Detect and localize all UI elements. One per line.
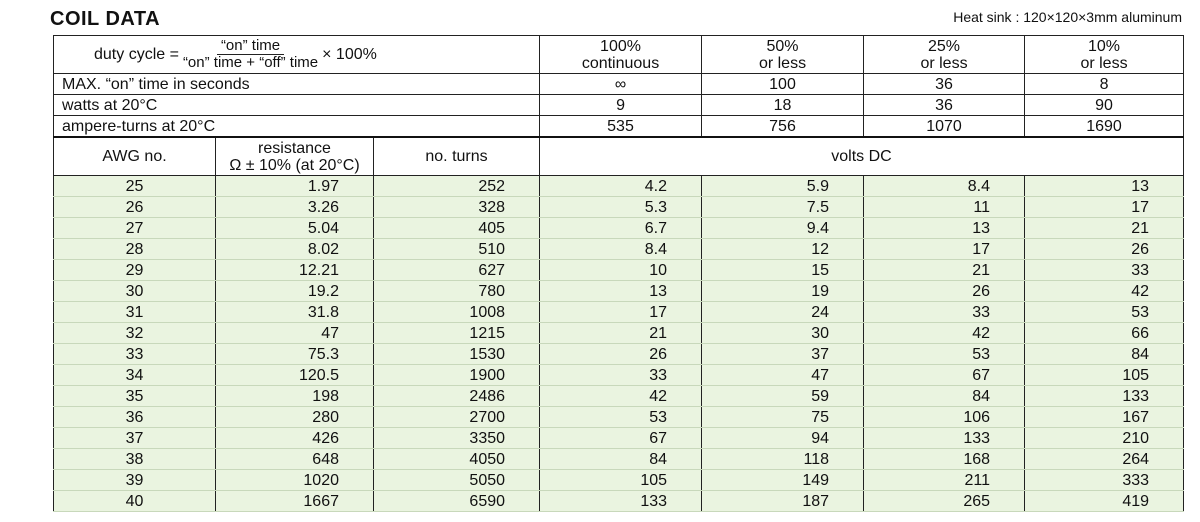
summary-value: 1690 bbox=[1025, 116, 1184, 138]
table-row bbox=[54, 365, 1184, 386]
turns-cell: 1008 bbox=[374, 302, 540, 323]
duty-cycle-row bbox=[54, 36, 1184, 74]
summary-label: ampere-turns at 20°C bbox=[54, 116, 540, 138]
resistance-cell: 75.3 bbox=[216, 344, 374, 365]
resistance-cell: 31.8 bbox=[216, 302, 374, 323]
table-row bbox=[54, 470, 1184, 491]
volts-cell: 6.7 bbox=[540, 218, 702, 239]
duty-column-header: 10% or less bbox=[1025, 36, 1184, 74]
volts-cell: 187 bbox=[702, 491, 864, 512]
awg-cell: 35 bbox=[54, 386, 216, 407]
summary-value: 90 bbox=[1025, 95, 1184, 116]
resistance-cell: 1.97 bbox=[216, 176, 374, 197]
coil-data-rows bbox=[54, 176, 1184, 512]
volts-cell: 53 bbox=[540, 407, 702, 428]
turns-cell: 627 bbox=[374, 260, 540, 281]
turns-cell: 1530 bbox=[374, 344, 540, 365]
volts-cell: 12 bbox=[702, 239, 864, 260]
summary-row-watts bbox=[54, 95, 1184, 116]
awg-cell: 31 bbox=[54, 302, 216, 323]
resistance-cell: 120.5 bbox=[216, 365, 374, 386]
volts-cell: 8.4 bbox=[864, 176, 1025, 197]
volts-cell: 13 bbox=[864, 218, 1025, 239]
turns-cell: 2700 bbox=[374, 407, 540, 428]
volts-cell: 5.3 bbox=[540, 197, 702, 218]
summary-value: ∞ bbox=[540, 74, 702, 95]
volts-cell: 42 bbox=[864, 323, 1025, 344]
awg-cell: 27 bbox=[54, 218, 216, 239]
volts-cell: 210 bbox=[1025, 428, 1184, 449]
volts-cell: 168 bbox=[864, 449, 1025, 470]
table-row bbox=[54, 449, 1184, 470]
volts-cell: 21 bbox=[864, 260, 1025, 281]
awg-cell: 29 bbox=[54, 260, 216, 281]
volts-dc-header: volts DC bbox=[540, 137, 1184, 176]
turns-cell: 510 bbox=[374, 239, 540, 260]
coil-data-table bbox=[53, 35, 1184, 512]
volts-cell: 106 bbox=[864, 407, 1025, 428]
volts-cell: 21 bbox=[540, 323, 702, 344]
summary-value: 36 bbox=[864, 74, 1025, 95]
summary-value: 18 bbox=[702, 95, 864, 116]
awg-cell: 33 bbox=[54, 344, 216, 365]
volts-cell: 26 bbox=[1025, 239, 1184, 260]
volts-cell: 13 bbox=[1025, 176, 1184, 197]
resistance-cell: 47 bbox=[216, 323, 374, 344]
resistance-cell: 8.02 bbox=[216, 239, 374, 260]
table-row bbox=[54, 239, 1184, 260]
resistance-cell: 1020 bbox=[216, 470, 374, 491]
volts-cell: 42 bbox=[540, 386, 702, 407]
volts-cell: 33 bbox=[540, 365, 702, 386]
volts-cell: 13 bbox=[540, 281, 702, 302]
awg-cell: 40 bbox=[54, 491, 216, 512]
summary-value: 36 bbox=[864, 95, 1025, 116]
duty-cycle-multiplier: × 100% bbox=[322, 46, 377, 63]
summary-value: 9 bbox=[540, 95, 702, 116]
summary-label: MAX. “on” time in seconds bbox=[54, 74, 540, 95]
volts-cell: 42 bbox=[1025, 281, 1184, 302]
turns-cell: 780 bbox=[374, 281, 540, 302]
volts-cell: 419 bbox=[1025, 491, 1184, 512]
volts-cell: 53 bbox=[1025, 302, 1184, 323]
table-row bbox=[54, 344, 1184, 365]
summary-value: 756 bbox=[702, 116, 864, 138]
resistance-cell: 1667 bbox=[216, 491, 374, 512]
table-row bbox=[54, 260, 1184, 281]
table-row bbox=[54, 218, 1184, 239]
column-header-row bbox=[54, 137, 1184, 176]
summary-value: 535 bbox=[540, 116, 702, 138]
duty-cycle-denominator: “on” time + “off” time bbox=[182, 54, 319, 71]
volts-cell: 9.4 bbox=[702, 218, 864, 239]
volts-cell: 10 bbox=[540, 260, 702, 281]
duty-cycle-label: duty cycle = bbox=[94, 46, 179, 63]
table-row bbox=[54, 197, 1184, 218]
volts-cell: 211 bbox=[864, 470, 1025, 491]
awg-cell: 34 bbox=[54, 365, 216, 386]
resistance-cell: 3.26 bbox=[216, 197, 374, 218]
turns-cell: 252 bbox=[374, 176, 540, 197]
volts-cell: 11 bbox=[864, 197, 1025, 218]
volts-cell: 19 bbox=[702, 281, 864, 302]
volts-cell: 66 bbox=[1025, 323, 1184, 344]
volts-cell: 133 bbox=[540, 491, 702, 512]
resistance-cell: 648 bbox=[216, 449, 374, 470]
duty-cycle-numerator: “on” time bbox=[217, 38, 284, 55]
duty-cycle-fraction bbox=[183, 38, 318, 71]
volts-cell: 53 bbox=[864, 344, 1025, 365]
summary-value: 8 bbox=[1025, 74, 1184, 95]
turns-header: no. turns bbox=[374, 137, 540, 176]
turns-cell: 6590 bbox=[374, 491, 540, 512]
awg-cell: 39 bbox=[54, 470, 216, 491]
resistance-cell: 12.21 bbox=[216, 260, 374, 281]
summary-label: watts at 20°C bbox=[54, 95, 540, 116]
volts-cell: 33 bbox=[864, 302, 1025, 323]
volts-cell: 333 bbox=[1025, 470, 1184, 491]
volts-cell: 26 bbox=[540, 344, 702, 365]
duty-cycle-formula bbox=[54, 36, 540, 74]
duty-column-header: 100% continuous bbox=[540, 36, 702, 74]
volts-cell: 264 bbox=[1025, 449, 1184, 470]
volts-cell: 118 bbox=[702, 449, 864, 470]
turns-cell: 328 bbox=[374, 197, 540, 218]
awg-cell: 28 bbox=[54, 239, 216, 260]
volts-cell: 37 bbox=[702, 344, 864, 365]
resistance-cell: 426 bbox=[216, 428, 374, 449]
volts-cell: 8.4 bbox=[540, 239, 702, 260]
resistance-cell: 280 bbox=[216, 407, 374, 428]
table-row bbox=[54, 491, 1184, 512]
volts-cell: 26 bbox=[864, 281, 1025, 302]
volts-cell: 30 bbox=[702, 323, 864, 344]
volts-cell: 59 bbox=[702, 386, 864, 407]
volts-cell: 167 bbox=[1025, 407, 1184, 428]
volts-cell: 75 bbox=[702, 407, 864, 428]
volts-cell: 84 bbox=[1025, 344, 1184, 365]
volts-cell: 15 bbox=[702, 260, 864, 281]
volts-cell: 105 bbox=[1025, 365, 1184, 386]
volts-cell: 7.5 bbox=[702, 197, 864, 218]
heat-sink-note: Heat sink : 120×120×3mm aluminum bbox=[953, 9, 1182, 25]
awg-header: AWG no. bbox=[54, 137, 216, 176]
volts-cell: 47 bbox=[702, 365, 864, 386]
volts-cell: 67 bbox=[540, 428, 702, 449]
resistance-cell: 5.04 bbox=[216, 218, 374, 239]
volts-cell: 84 bbox=[540, 449, 702, 470]
volts-cell: 149 bbox=[702, 470, 864, 491]
summary-row-ampere-turns bbox=[54, 116, 1184, 138]
awg-cell: 25 bbox=[54, 176, 216, 197]
volts-cell: 4.2 bbox=[540, 176, 702, 197]
table-row bbox=[54, 281, 1184, 302]
awg-cell: 30 bbox=[54, 281, 216, 302]
table-row bbox=[54, 302, 1184, 323]
volts-cell: 21 bbox=[1025, 218, 1184, 239]
summary-row-max-on-time bbox=[54, 74, 1184, 95]
awg-cell: 38 bbox=[54, 449, 216, 470]
awg-cell: 32 bbox=[54, 323, 216, 344]
resistance-cell: 19.2 bbox=[216, 281, 374, 302]
summary-value: 100 bbox=[702, 74, 864, 95]
table-row bbox=[54, 407, 1184, 428]
awg-cell: 36 bbox=[54, 407, 216, 428]
volts-cell: 265 bbox=[864, 491, 1025, 512]
turns-cell: 1215 bbox=[374, 323, 540, 344]
turns-cell: 1900 bbox=[374, 365, 540, 386]
page-title: COIL DATA bbox=[50, 8, 161, 30]
turns-cell: 4050 bbox=[374, 449, 540, 470]
duty-column-header: 50% or less bbox=[702, 36, 864, 74]
summary-value: 1070 bbox=[864, 116, 1025, 138]
table-row bbox=[54, 176, 1184, 197]
table-row bbox=[54, 386, 1184, 407]
awg-cell: 37 bbox=[54, 428, 216, 449]
turns-cell: 405 bbox=[374, 218, 540, 239]
volts-cell: 94 bbox=[702, 428, 864, 449]
volts-cell: 84 bbox=[864, 386, 1025, 407]
turns-cell: 3350 bbox=[374, 428, 540, 449]
awg-cell: 26 bbox=[54, 197, 216, 218]
resistance-header: resistance Ω ± 10% (at 20°C) bbox=[216, 137, 374, 176]
volts-cell: 17 bbox=[1025, 197, 1184, 218]
volts-cell: 17 bbox=[864, 239, 1025, 260]
turns-cell: 2486 bbox=[374, 386, 540, 407]
volts-cell: 24 bbox=[702, 302, 864, 323]
volts-cell: 5.9 bbox=[702, 176, 864, 197]
duty-column-header: 25% or less bbox=[864, 36, 1025, 74]
volts-cell: 133 bbox=[1025, 386, 1184, 407]
volts-cell: 105 bbox=[540, 470, 702, 491]
volts-cell: 17 bbox=[540, 302, 702, 323]
resistance-cell: 198 bbox=[216, 386, 374, 407]
table-row bbox=[54, 428, 1184, 449]
volts-cell: 33 bbox=[1025, 260, 1184, 281]
volts-cell: 67 bbox=[864, 365, 1025, 386]
table-row bbox=[54, 323, 1184, 344]
volts-cell: 133 bbox=[864, 428, 1025, 449]
turns-cell: 5050 bbox=[374, 470, 540, 491]
